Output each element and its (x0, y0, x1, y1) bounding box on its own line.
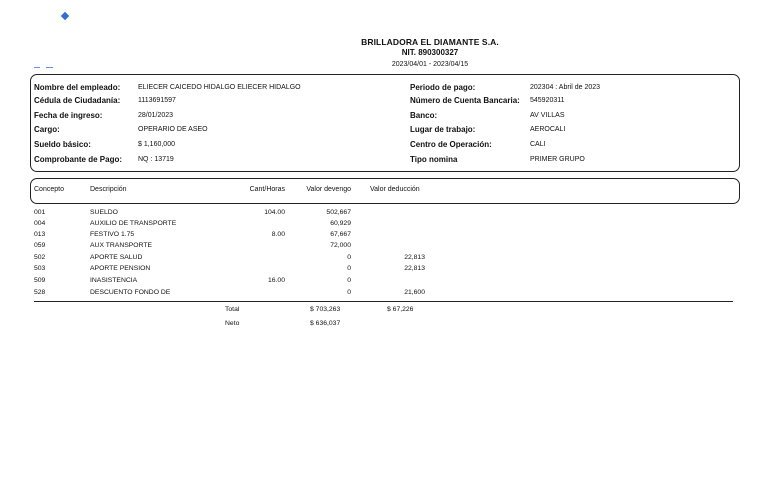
totals-divider (34, 301, 733, 302)
row-description: AUX TRANSPORTE (90, 242, 153, 249)
row-earned: 0 (347, 265, 351, 272)
bank-account-label: Número de Cuenta Bancaria: (410, 96, 520, 105)
row-code: 004 (34, 220, 46, 227)
pay-period-value: 202304 : Abril de 2023 (530, 84, 601, 91)
row-earned: 72,000 (330, 242, 351, 249)
base-salary-label: Sueldo básico: (34, 140, 91, 149)
company-name: BRILLADORA EL DIAMANTE S.A. (361, 37, 499, 47)
row-description: AUXILIO DE TRANSPORTE (90, 220, 177, 227)
row-code: 013 (34, 231, 46, 238)
hire-date-value: 28/01/2023 (138, 112, 174, 119)
payroll-type-label: Tipo nomina (410, 155, 458, 164)
row-description: INASISTENCIA (90, 277, 138, 284)
company-nit: NIT. 890300327 (401, 48, 459, 57)
row-deduction: 22,813 (404, 265, 425, 272)
company-logo-mark (61, 12, 69, 20)
total-earned: $ 703,263 (310, 306, 341, 313)
employee-name-value: ELIECER CAICEDO HIDALGO ELIECER HIDALGO (138, 84, 301, 91)
row-code: 509 (34, 277, 46, 284)
bank-value: AV VILLAS (530, 112, 565, 119)
row-earned: 0 (347, 289, 351, 296)
header-description: Descripción (90, 186, 127, 193)
row-quantity: 104.00 (264, 209, 285, 216)
header-earned: Valor devengo (306, 186, 351, 193)
row-deduction: 21,600 (404, 289, 425, 296)
row-code: 059 (34, 242, 46, 249)
row-description: APORTE SALUD (90, 254, 143, 261)
row-description: SUELDO (90, 209, 118, 216)
header-concept: Concepto (34, 186, 64, 193)
total-label: Total (225, 306, 240, 313)
row-code: 001 (34, 209, 46, 216)
row-quantity: 16.00 (267, 277, 285, 284)
pay-period-range: 2023/04/01 - 2023/04/15 (391, 61, 469, 68)
logo-underline (46, 67, 53, 68)
hire-date-label: Fecha de ingreso: (34, 111, 103, 120)
row-earned: 60,929 (330, 220, 351, 227)
row-description: APORTE PENSION (90, 265, 151, 272)
row-description: DESCUENTO FONDO DE (90, 289, 171, 296)
workplace-value: AEROCALI (530, 126, 566, 133)
pay-period-label: Periodo de pago: (410, 83, 476, 92)
row-description: FESTIVO 1.75 (90, 231, 135, 238)
employee-name-label: Nombre del empleado: (34, 83, 121, 92)
header-deduction: Valor deducción (370, 186, 420, 193)
bank-label: Banco: (410, 111, 438, 120)
position-value: OPERARIO DE ASEO (138, 126, 208, 133)
base-salary-value: $ 1,160,000 (138, 141, 175, 148)
row-earned: 0 (347, 254, 351, 261)
payroll-type-value: PRIMER GRUPO (530, 156, 585, 163)
row-code: 502 (34, 254, 46, 261)
voucher-label: Comprobante de Pago: (34, 155, 123, 164)
id-number-label: Cédula de Ciudadanía: (34, 96, 121, 105)
position-label: Cargo: (34, 125, 60, 134)
row-earned: 0 (347, 277, 351, 284)
row-quantity: 8.00 (271, 231, 285, 238)
employee-info-box (30, 74, 740, 172)
row-earned: 502,667 (326, 209, 351, 216)
voucher-value: NQ : 13719 (138, 156, 174, 163)
logo-underline (34, 67, 40, 68)
header-quantity: Cant/Horas (249, 186, 285, 193)
net-label: Neto (225, 320, 240, 327)
row-code: 503 (34, 265, 46, 272)
workplace-label: Lugar de trabajo: (410, 125, 476, 134)
row-deduction: 22,813 (404, 254, 425, 261)
id-number-value: 1113691597 (138, 97, 176, 104)
net-value: $ 636,037 (310, 320, 341, 327)
operation-center-value: CALI (530, 141, 546, 148)
operation-center-label: Centro de Operación: (410, 140, 492, 149)
total-deduction: $ 67,226 (387, 306, 414, 313)
row-earned: 67,667 (330, 231, 351, 238)
bank-account-value: 545920311 (530, 97, 565, 104)
row-code: 528 (34, 289, 46, 296)
